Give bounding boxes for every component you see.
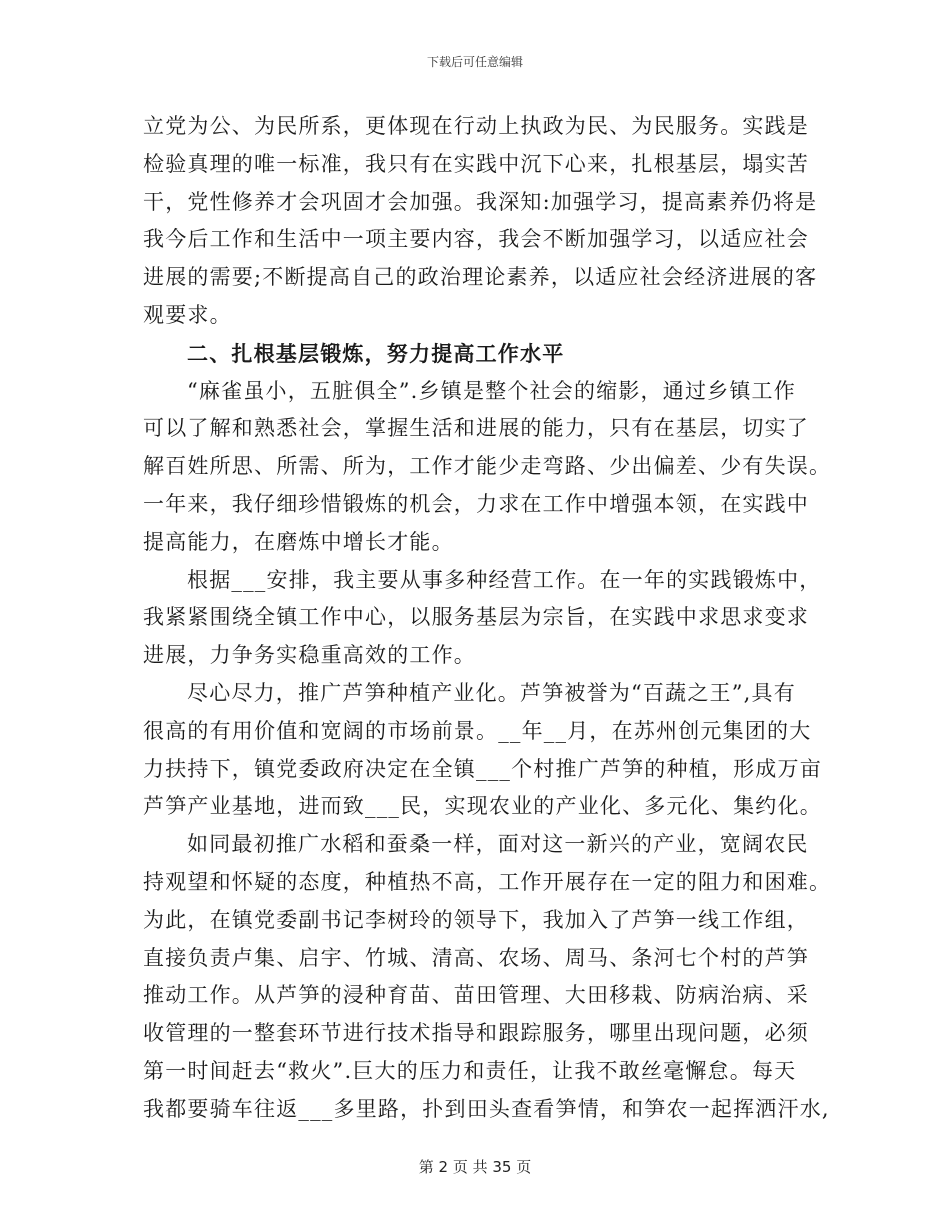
page-header: 下载后可任意编辑 (426, 55, 523, 69)
paragraph-first-line: 根据___安排，我主要从事多种经营工作。在一年的实践锻炼中， (187, 567, 822, 592)
text-line: 观要求。 (143, 302, 232, 327)
text-line: 推动工作。从芦笋的浸种育苗、苗田管理、大田移栽、防病治病、采 (143, 983, 809, 1008)
text-line: 直接负责卢集、启宇、竹城、清高、农场、周马、条河七个村的芦笋 (143, 945, 809, 970)
section-heading: 二、扎根基层锻炼，努力提高工作水平 (187, 340, 565, 366)
page-footer: 第 2 页 共 35 页 (418, 1158, 532, 1176)
text-line: 干，党性修养才会巩固才会加强。我深知:加强学习，提高素养仍将是 (143, 189, 818, 214)
text-line: 进展，力争务实稳重高效的工作。 (143, 643, 476, 668)
text-line: 收管理的一整套环节进行技术指导和跟踪服务，哪里出现问题，必须 (143, 1021, 809, 1046)
text-line: 提高能力，在磨炼中增长才能。 (143, 529, 454, 554)
text-line: 一年来，我仔细珍惜锻炼的机会，力求在工作中增强本领，在实践中 (143, 491, 809, 516)
paragraph-first-line: “麻雀虽小，五脏俱全”.乡镇是整个社会的缩影，通过乡镇工作 (187, 378, 796, 403)
text-line: 芦笋产业基地，进而致___民，实现农业的产业化、多元化、集约化。 (143, 794, 822, 819)
text-line: 力扶持下，镇党委政府决定在全镇___个村推广芦笋的种植，形成万亩 (143, 756, 822, 781)
text-line: 持观望和怀疑的态度，种植热不高，工作开展存在一定的阻力和困难。 (143, 869, 832, 894)
text-line: 进展的需要;不断提高自己的政治理论素养，以适应社会经济进展的客 (143, 265, 818, 290)
text-line: 立党为公、为民所系，更体现在行动上执政为民、为民服务。实践是 (143, 114, 809, 138)
text-line: 我都要骑车往返___多里路，扑到田头查看笋情，和笋农一起挥洒汗水, (143, 1096, 830, 1121)
paragraph-first-line: 如同最初推广水稻和蚕桑一样，面对这一新兴的产业，宽阔农民 (187, 832, 809, 857)
text-line: 检验真理的唯一标准，我只有在实践中沉下心来，扎根基层，塌实苦 (143, 151, 809, 176)
text-line: 我今后工作和生活中一项主要内容，我会不断加强学习，以适应社会 (143, 227, 809, 252)
paragraph-first-line: 尽心尽力，推广芦笋种植产业化。芦笋被誉为“百蔬之王”,具有 (187, 680, 796, 705)
text-line: 我紧紧围绕全镇工作中心，以服务基层为宗旨，在实践中求思求变求 (143, 605, 809, 630)
text-line: 可以了解和熟悉社会，掌握生活和进展的能力，只有在基层，切实了 (143, 416, 809, 441)
text-line: 很高的有用价值和宽阔的市场前景。__年__月，在苏州创元集团的大 (143, 718, 812, 743)
text-line: 第一时间赶去“救火”.巨大的压力和责任，让我不敢丝毫懈怠。每天 (143, 1058, 797, 1083)
text-line: 解百姓所思、所需、所为，工作才能少走弯路、少出偏差、少有失误。 (143, 454, 832, 479)
document-body (143, 108, 832, 1129)
text-line: 为此，在镇党委副书记李树玲的领导下，我加入了芦笋一线工作组， (143, 907, 809, 932)
